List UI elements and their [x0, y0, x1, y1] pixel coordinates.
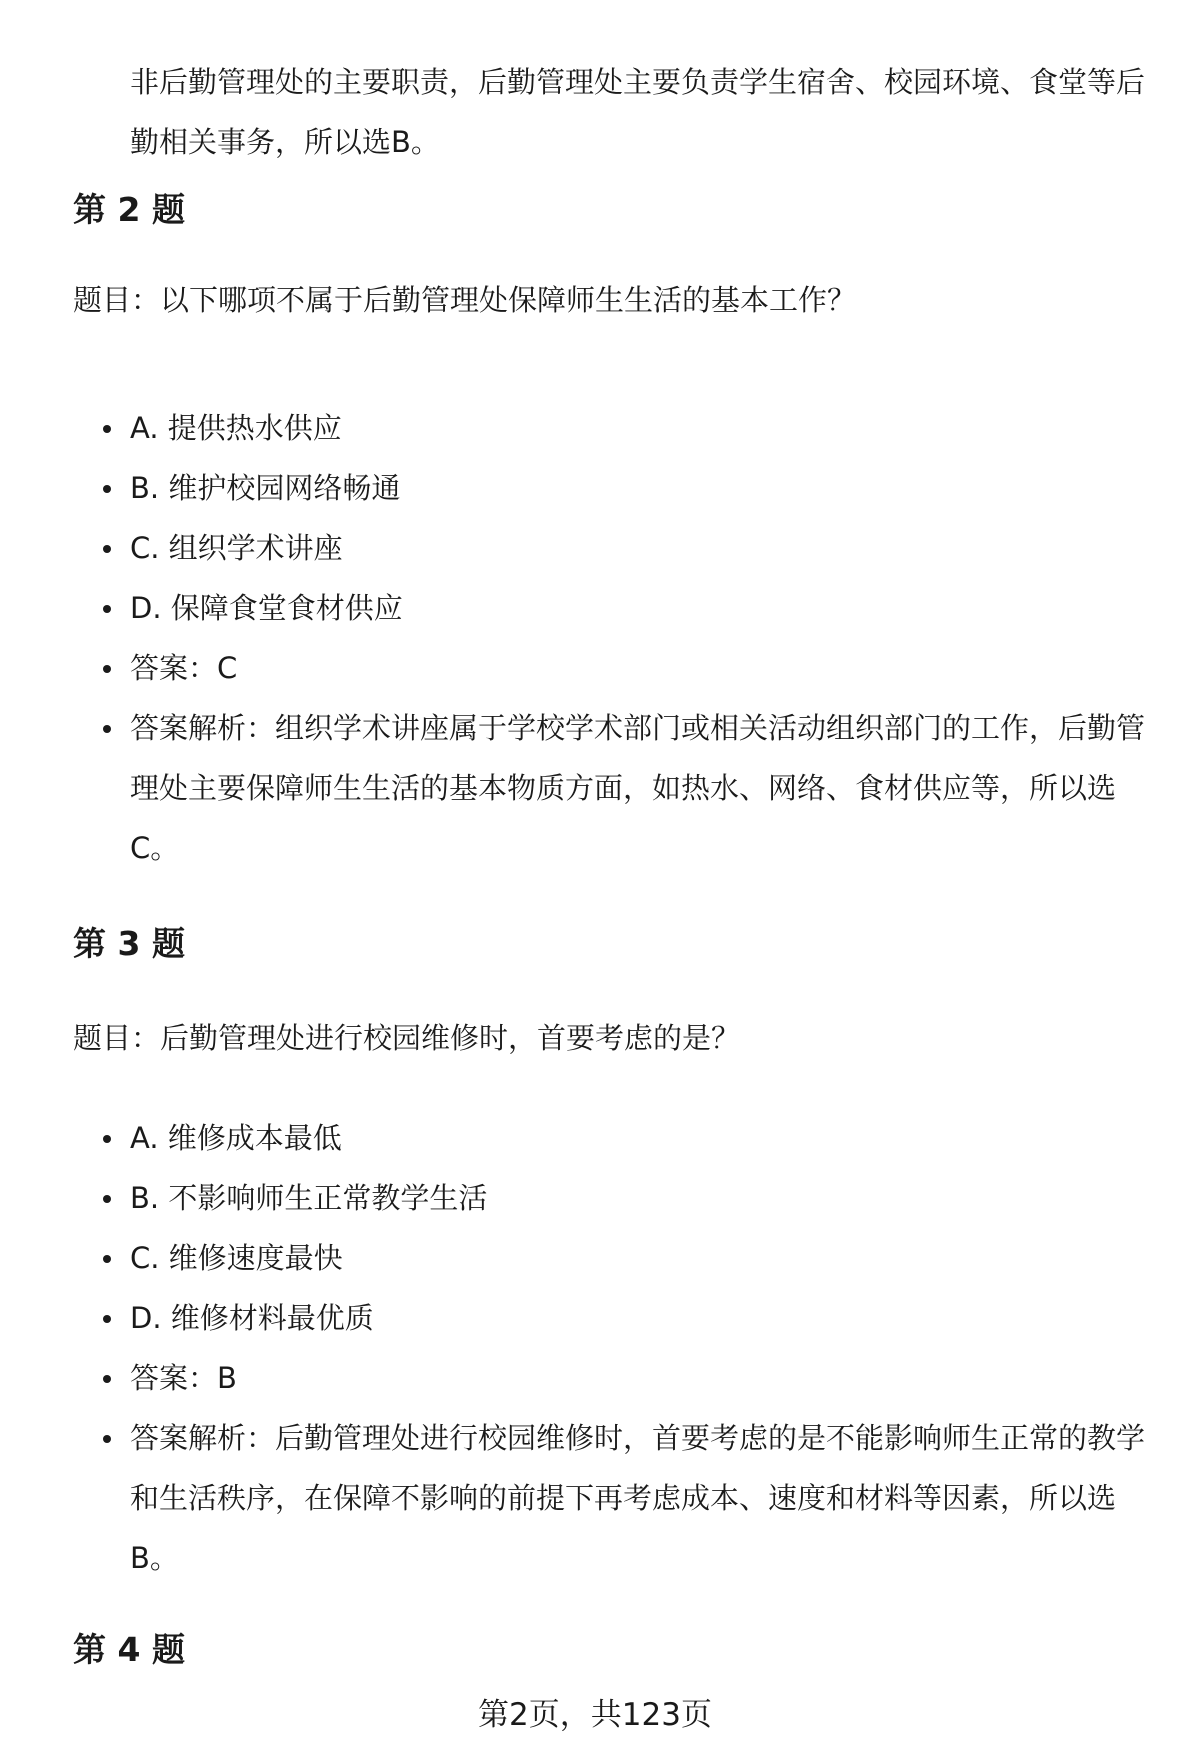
question-2-options — [0, 398, 1190, 878]
bullet-icon — [103, 1195, 111, 1203]
question-2-option-b: B. 维护校园网络畅通 — [0, 458, 1190, 518]
bullet-icon — [103, 485, 111, 493]
bullet-icon — [103, 545, 111, 553]
bullet-icon — [103, 605, 111, 613]
question-2-stem: 题目：以下哪项不属于后勤管理处保障师生生活的基本工作？ — [73, 283, 857, 317]
question-3-option-d: D. 维修材料最优质 — [0, 1288, 1190, 1348]
bullet-icon — [103, 1315, 111, 1323]
bullet-icon — [103, 1135, 111, 1143]
question-2-option-c: C. 组织学术讲座 — [0, 518, 1190, 578]
question-2-analysis: 答案解析：组织学术讲座属于学校学术部门或相关活动组织部门的工作，后勤管理处主要保障师生生活的基本物质方面，如热水、网络、食材供应等，所以选C。 — [0, 698, 1190, 878]
question-3-option-b: B. 不影响师生正常教学生活 — [0, 1168, 1190, 1228]
bullet-icon — [103, 665, 111, 673]
question-3-options — [0, 1108, 1190, 1588]
question-2-heading: 第 2 题 — [73, 190, 185, 229]
question-2-answer: 答案：C — [0, 638, 1190, 698]
page-number-footer: 第2页，共123页 — [478, 1697, 712, 1733]
bullet-icon — [103, 1375, 111, 1383]
previous-analysis-continuation: 非后勤管理处的主要职责，后勤管理处主要负责学生宿舍、校园环境、食堂等后勤相关事务，所以选B。 — [130, 65, 1146, 159]
bullet-icon — [103, 725, 111, 733]
bullet-icon — [103, 425, 111, 433]
bullet-icon — [103, 1255, 111, 1263]
question-3-analysis: 答案解析：后勤管理处进行校园维修时，首要考虑的是不能影响师生正常的教学和生活秩序，在保障不影响的前提下再考虑成本、速度和材料等因素，所以选B。 — [0, 1408, 1190, 1588]
bullet-icon — [103, 1435, 111, 1443]
question-3-heading: 第 3 题 — [73, 924, 185, 963]
question-3-answer: 答案：B — [0, 1348, 1190, 1408]
question-3-option-a: A. 维修成本最低 — [0, 1108, 1190, 1168]
question-2-option-d: D. 保障食堂食材供应 — [0, 578, 1190, 638]
question-3-option-c: C. 维修速度最快 — [0, 1228, 1190, 1288]
question-4-heading: 第 4 题 — [73, 1630, 185, 1669]
question-2-option-a: A. 提供热水供应 — [0, 398, 1190, 458]
question-3-stem: 题目：后勤管理处进行校园维修时，首要考虑的是？ — [73, 1021, 741, 1055]
